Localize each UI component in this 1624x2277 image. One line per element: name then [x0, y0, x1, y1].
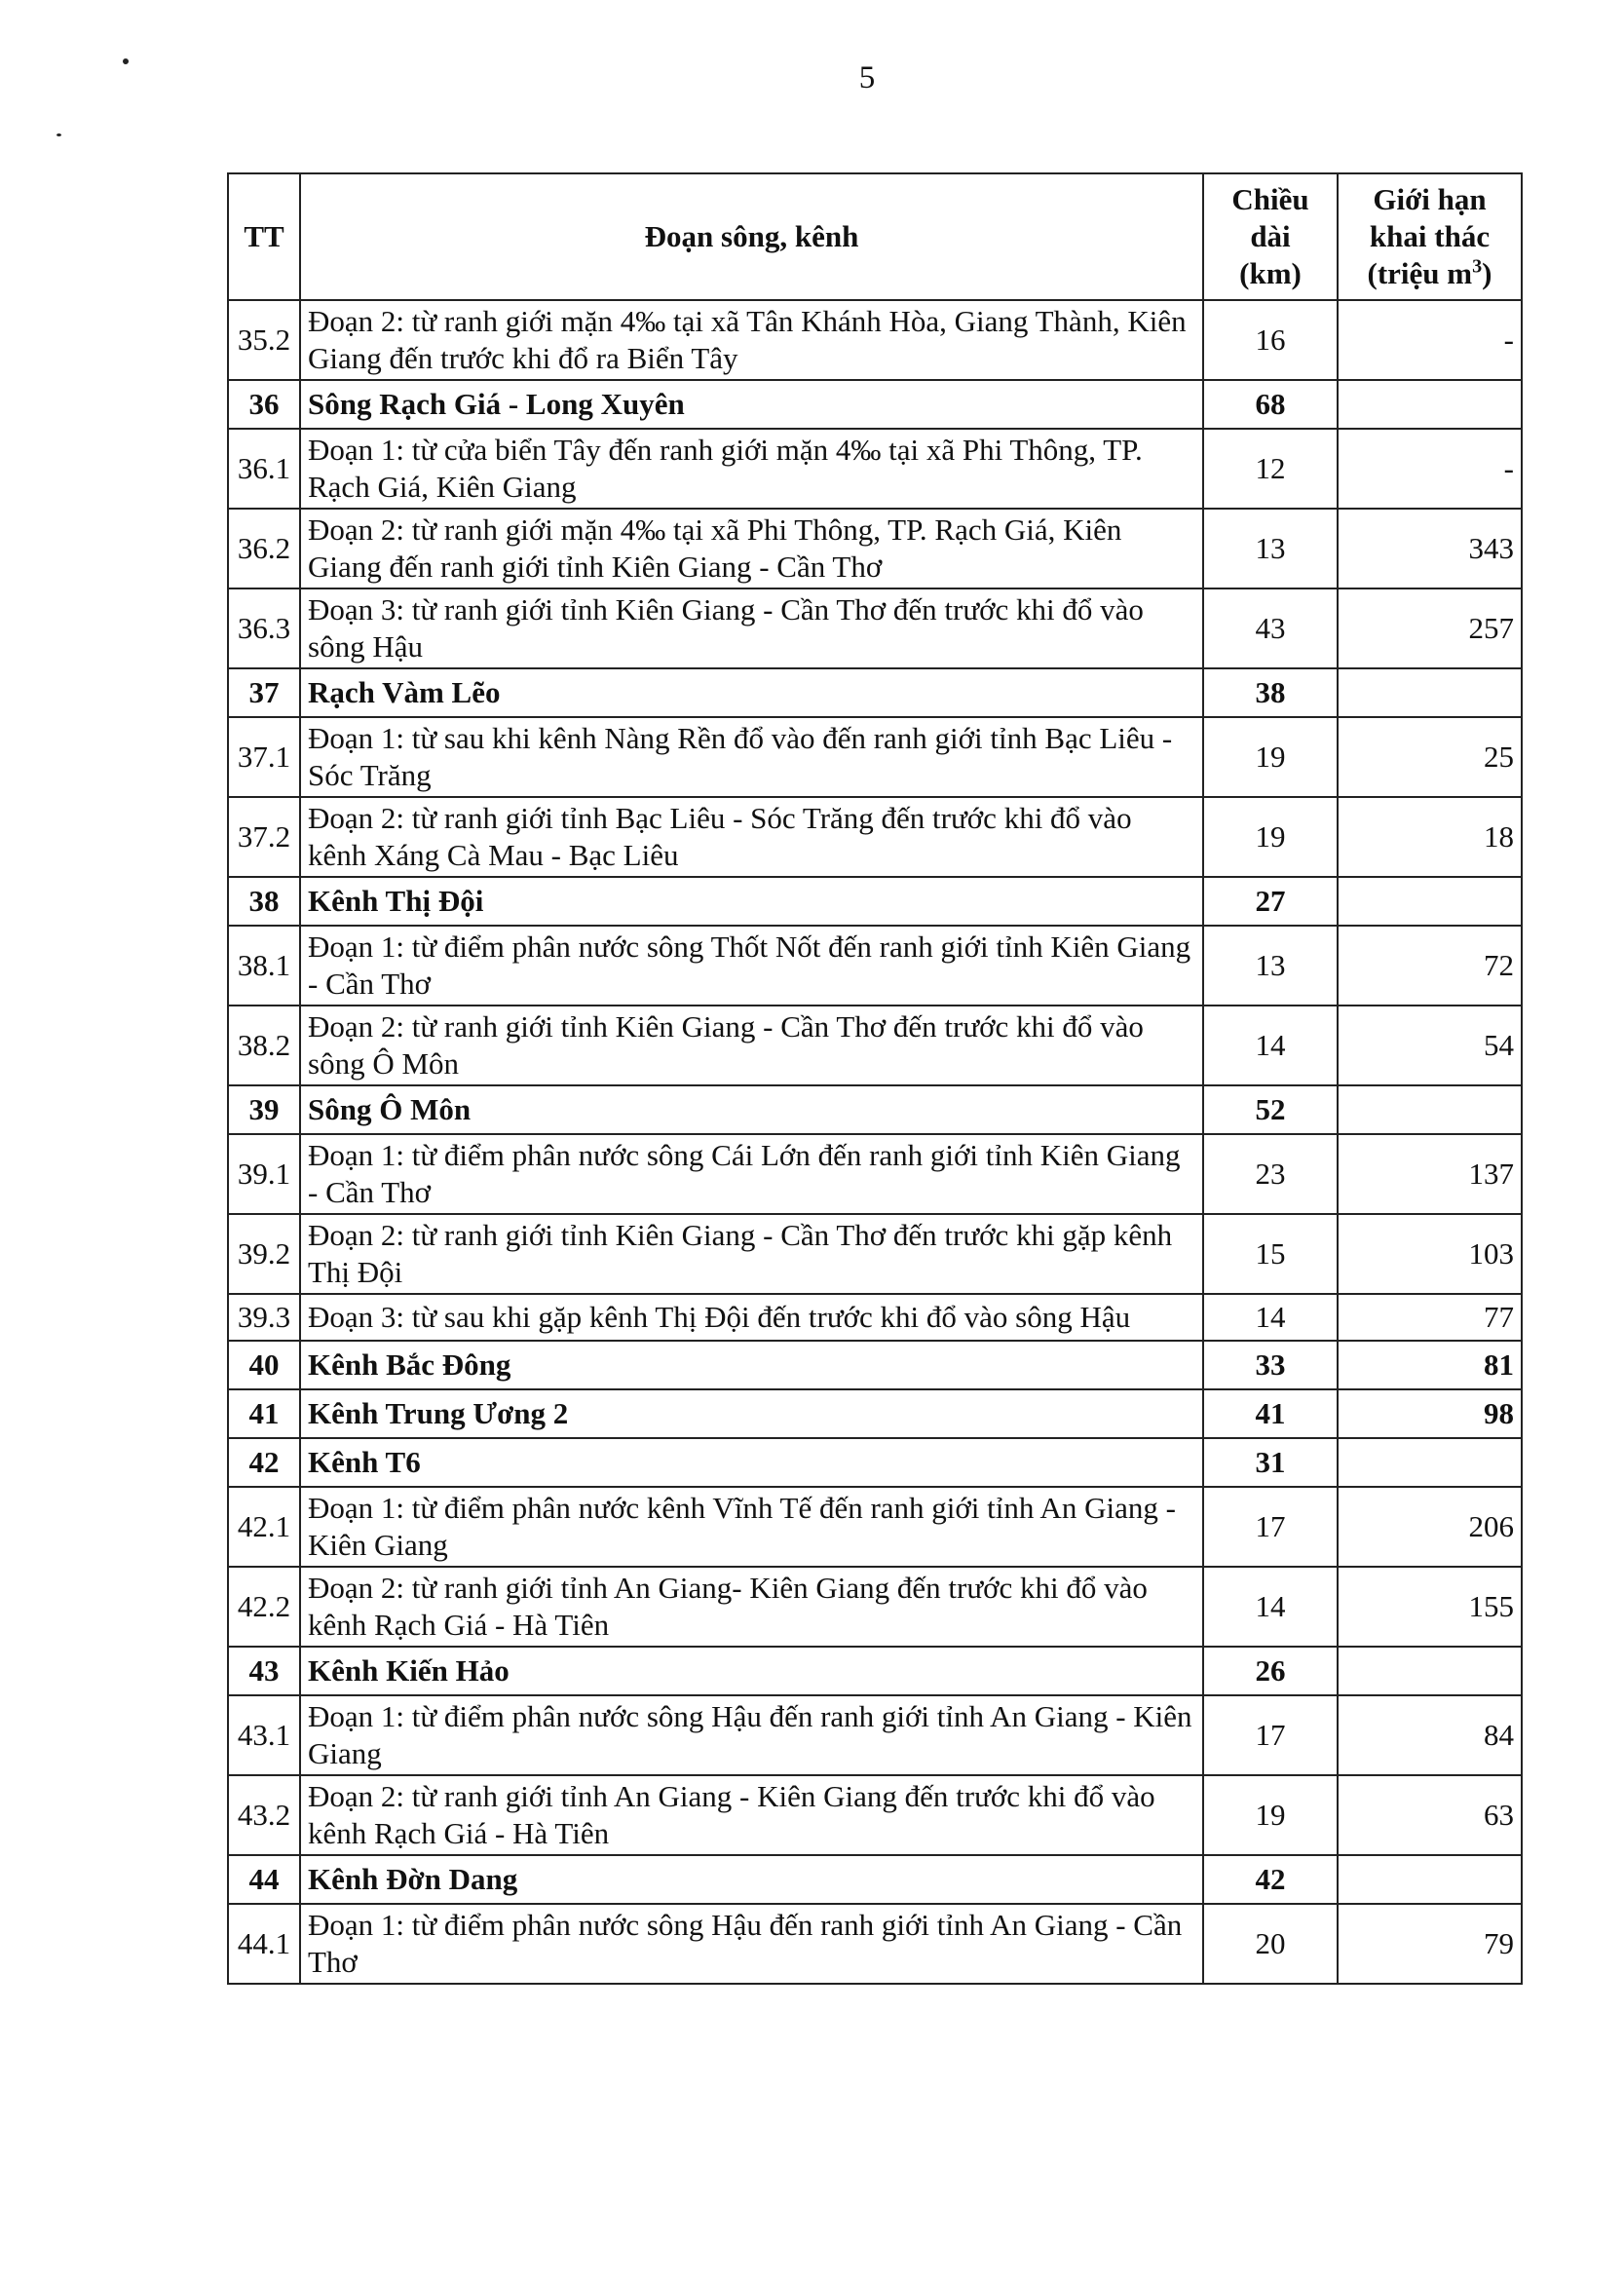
table-header-row [228, 173, 1522, 300]
cell-length: 27 [1203, 877, 1338, 926]
cell-segment-name: Đoạn 3: từ ranh giới tỉnh Kiên Giang - Cần Thơ đến trước khi đổ vào sông Hậu [300, 588, 1203, 668]
cell-length: 14 [1203, 1006, 1338, 1085]
header-limit-unit-exponent: 3 [1472, 255, 1483, 278]
cell-tt: 43.1 [228, 1695, 300, 1775]
table-row-group [228, 1647, 1522, 1695]
table-row-group [228, 1438, 1522, 1487]
cell-limit [1338, 380, 1522, 429]
table-row [228, 1134, 1522, 1214]
header-limit-line1: Giới hạn [1373, 182, 1487, 216]
cell-tt: 38.1 [228, 926, 300, 1006]
cell-segment-name: Đoạn 2: từ ranh giới tỉnh Kiên Giang - Cần Thơ đến trước khi đổ vào sông Ô Môn [300, 1006, 1203, 1085]
cell-limit: 98 [1338, 1389, 1522, 1438]
table-row [228, 1214, 1522, 1294]
cell-segment-name: Đoạn 2: từ ranh giới mặn 4‰ tại xã Tân Khánh Hòa, Giang Thành, Kiên Giang đến trước khi đổ ra Biển Tây [300, 300, 1203, 380]
cell-limit: 63 [1338, 1775, 1522, 1855]
cell-length: 19 [1203, 717, 1338, 797]
cell-tt: 39.3 [228, 1294, 300, 1341]
cell-length: 19 [1203, 797, 1338, 877]
table-row [228, 1006, 1522, 1085]
cell-length: 14 [1203, 1294, 1338, 1341]
cell-limit [1338, 1855, 1522, 1904]
scan-speck [123, 58, 129, 64]
table-row [228, 717, 1522, 797]
header-length-line3: (km) [1239, 256, 1302, 290]
cell-tt: 43 [228, 1647, 300, 1695]
cell-limit: 206 [1338, 1487, 1522, 1567]
page-number: 5 [858, 60, 876, 95]
river-segment-table [227, 172, 1523, 1985]
cell-segment-name: Kênh T6 [300, 1438, 1203, 1487]
cell-segment-name: Đoạn 1: từ điểm phân nước sông Thốt Nốt đến ranh giới tỉnh Kiên Giang - Cần Thơ [300, 926, 1203, 1006]
cell-segment-name: Kênh Kiến Hảo [300, 1647, 1203, 1695]
cell-segment-name: Kênh Bắc Đông [300, 1341, 1203, 1389]
table-row [228, 1567, 1522, 1647]
cell-tt: 38.2 [228, 1006, 300, 1085]
cell-tt: 42.2 [228, 1567, 300, 1647]
table-row-group [228, 877, 1522, 926]
header-limit-unit: (triệu m [1367, 256, 1473, 290]
table-row-group [228, 1341, 1522, 1389]
cell-length: 16 [1203, 300, 1338, 380]
table-row [228, 1775, 1522, 1855]
cell-limit: 257 [1338, 588, 1522, 668]
cell-length: 42 [1203, 1855, 1338, 1904]
cell-segment-name: Kênh Trung Ương 2 [300, 1389, 1203, 1438]
table-row-group [228, 1085, 1522, 1134]
cell-limit: - [1338, 300, 1522, 380]
cell-length: 13 [1203, 509, 1338, 588]
cell-limit: - [1338, 429, 1522, 509]
cell-tt: 39.2 [228, 1214, 300, 1294]
table-row [228, 1904, 1522, 1984]
cell-limit: 54 [1338, 1006, 1522, 1085]
cell-tt: 42.1 [228, 1487, 300, 1567]
cell-tt: 36.1 [228, 429, 300, 509]
cell-segment-name: Đoạn 1: từ điểm phân nước kênh Vĩnh Tế đến ranh giới tỉnh An Giang - Kiên Giang [300, 1487, 1203, 1567]
cell-limit [1338, 877, 1522, 926]
header-limit-unit-close: ) [1482, 256, 1492, 290]
cell-limit: 18 [1338, 797, 1522, 877]
cell-tt: 36.3 [228, 588, 300, 668]
header-limit-line2: khai thác [1369, 219, 1491, 253]
cell-segment-name: Đoạn 1: từ cửa biển Tây đến ranh giới mặn 4‰ tại xã Phi Thông, TP. Rạch Giá, Kiên Giang [300, 429, 1203, 509]
cell-length: 15 [1203, 1214, 1338, 1294]
header-length-line2: dài [1250, 219, 1291, 253]
cell-limit [1338, 668, 1522, 717]
cell-limit: 155 [1338, 1567, 1522, 1647]
cell-tt: 39 [228, 1085, 300, 1134]
cell-tt: 43.2 [228, 1775, 300, 1855]
table-row-group [228, 380, 1522, 429]
cell-segment-name: Đoạn 1: từ điểm phân nước sông Cái Lớn đến ranh giới tỉnh Kiên Giang - Cần Thơ [300, 1134, 1203, 1214]
header-segment: Đoạn sông, kênh [300, 173, 1203, 300]
cell-segment-name: Đoạn 2: từ ranh giới tỉnh An Giang- Kiên Giang đến trước khi đổ vào kênh Rạch Giá - Hà Tiên [300, 1567, 1203, 1647]
cell-limit: 103 [1338, 1214, 1522, 1294]
cell-limit: 79 [1338, 1904, 1522, 1984]
cell-length: 13 [1203, 926, 1338, 1006]
cell-tt: 44 [228, 1855, 300, 1904]
cell-length: 17 [1203, 1695, 1338, 1775]
table-row [228, 926, 1522, 1006]
cell-length: 31 [1203, 1438, 1338, 1487]
cell-limit [1338, 1647, 1522, 1695]
cell-limit: 77 [1338, 1294, 1522, 1341]
cell-tt: 37.1 [228, 717, 300, 797]
cell-segment-name: Đoạn 2: từ ranh giới tỉnh Bạc Liêu - Sóc Trăng đến trước khi đổ vào kênh Xáng Cà Mau - Bạc Liêu [300, 797, 1203, 877]
table-row [228, 1294, 1522, 1341]
table-row-group [228, 668, 1522, 717]
cell-limit: 84 [1338, 1695, 1522, 1775]
cell-length: 23 [1203, 1134, 1338, 1214]
header-length [1203, 173, 1338, 300]
cell-limit: 137 [1338, 1134, 1522, 1214]
table-row [228, 1487, 1522, 1567]
table-row [228, 300, 1522, 380]
cell-length: 12 [1203, 429, 1338, 509]
table-row [228, 509, 1522, 588]
table-row [228, 588, 1522, 668]
cell-segment-name: Đoạn 1: từ điểm phân nước sông Hậu đến ranh giới tỉnh An Giang - Cần Thơ [300, 1904, 1203, 1984]
cell-tt: 37.2 [228, 797, 300, 877]
cell-limit [1338, 1085, 1522, 1134]
cell-limit: 343 [1338, 509, 1522, 588]
cell-length: 26 [1203, 1647, 1338, 1695]
cell-segment-name: Rạch Vàm Lẽo [300, 668, 1203, 717]
header-tt: TT [228, 173, 300, 300]
cell-tt: 41 [228, 1389, 300, 1438]
cell-tt: 42 [228, 1438, 300, 1487]
table-row [228, 1695, 1522, 1775]
cell-length: 19 [1203, 1775, 1338, 1855]
cell-tt: 37 [228, 668, 300, 717]
header-length-line1: Chiều [1231, 182, 1309, 216]
cell-segment-name: Đoạn 1: từ điểm phân nước sông Hậu đến ranh giới tỉnh An Giang - Kiên Giang [300, 1695, 1203, 1775]
table-row-group [228, 1389, 1522, 1438]
cell-segment-name: Kênh Thị Đội [300, 877, 1203, 926]
cell-segment-name: Đoạn 1: từ sau khi kênh Nàng Rền đổ vào đến ranh giới tỉnh Bạc Liêu - Sóc Trăng [300, 717, 1203, 797]
cell-tt: 36 [228, 380, 300, 429]
scan-speck [57, 133, 61, 136]
cell-limit: 25 [1338, 717, 1522, 797]
cell-tt: 35.2 [228, 300, 300, 380]
cell-tt: 38 [228, 877, 300, 926]
cell-length: 33 [1203, 1341, 1338, 1389]
cell-length: 41 [1203, 1389, 1338, 1438]
cell-segment-name: Sông Rạch Giá - Long Xuyên [300, 380, 1203, 429]
cell-segment-name: Sông Ô Môn [300, 1085, 1203, 1134]
header-limit-line3 [1345, 255, 1514, 292]
cell-segment-name: Đoạn 3: từ sau khi gặp kênh Thị Đội đến trước khi đổ vào sông Hậu [300, 1294, 1203, 1341]
cell-segment-name: Kênh Đờn Dang [300, 1855, 1203, 1904]
cell-length: 20 [1203, 1904, 1338, 1984]
header-limit [1338, 173, 1522, 300]
cell-length: 43 [1203, 588, 1338, 668]
cell-limit [1338, 1438, 1522, 1487]
cell-length: 68 [1203, 380, 1338, 429]
table-row [228, 429, 1522, 509]
cell-segment-name: Đoạn 2: từ ranh giới tỉnh Kiên Giang - Cần Thơ đến trước khi gặp kênh Thị Đội [300, 1214, 1203, 1294]
cell-limit: 72 [1338, 926, 1522, 1006]
cell-length: 52 [1203, 1085, 1338, 1134]
table-body [228, 300, 1522, 1984]
cell-length: 17 [1203, 1487, 1338, 1567]
cell-length: 38 [1203, 668, 1338, 717]
table-row-group [228, 1855, 1522, 1904]
cell-tt: 40 [228, 1341, 300, 1389]
cell-segment-name: Đoạn 2: từ ranh giới tỉnh An Giang - Kiên Giang đến trước khi đổ vào kênh Rạch Giá - Hà Tiên [300, 1775, 1203, 1855]
cell-tt: 36.2 [228, 509, 300, 588]
cell-tt: 44.1 [228, 1904, 300, 1984]
cell-length: 14 [1203, 1567, 1338, 1647]
table-row [228, 797, 1522, 877]
cell-segment-name: Đoạn 2: từ ranh giới mặn 4‰ tại xã Phi Thông, TP. Rạch Giá, Kiên Giang đến ranh giới tỉnh Kiên Giang - Cần Thơ [300, 509, 1203, 588]
cell-tt: 39.1 [228, 1134, 300, 1214]
cell-limit: 81 [1338, 1341, 1522, 1389]
